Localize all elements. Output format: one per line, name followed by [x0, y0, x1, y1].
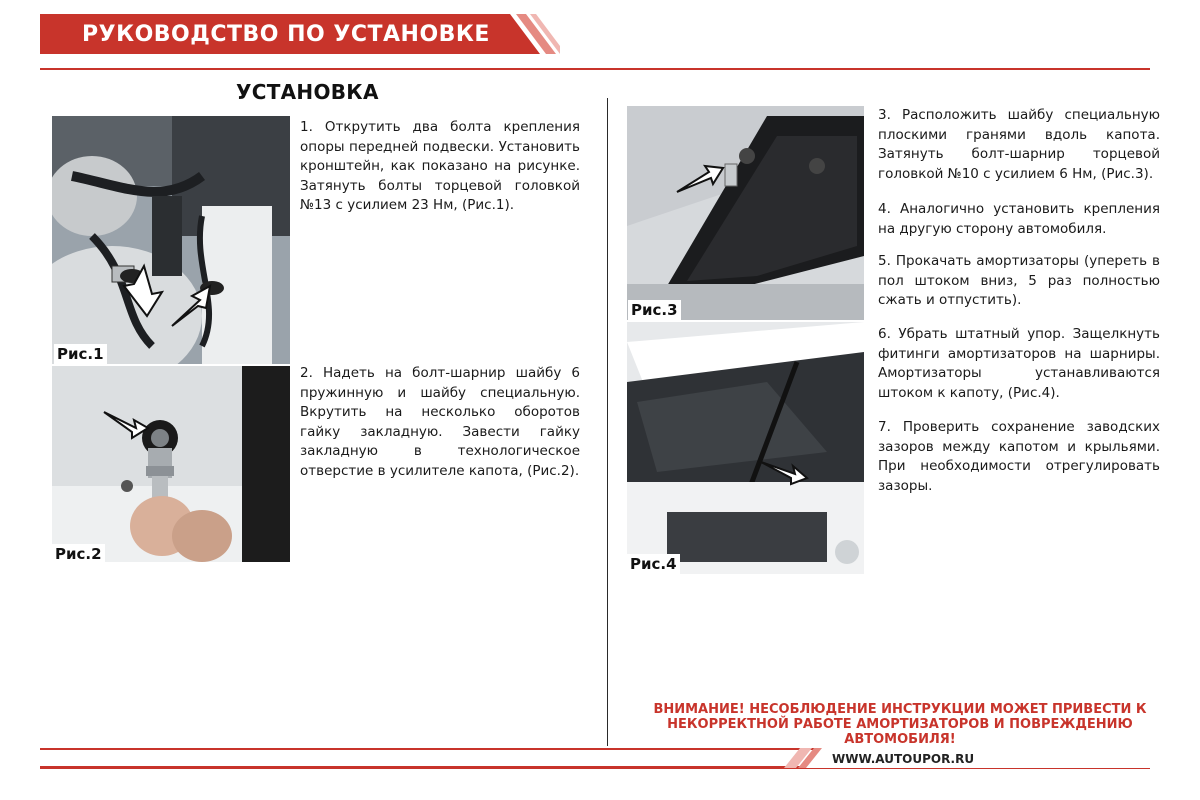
- warning-notice: [630, 702, 1170, 747]
- step-3-text: 3. Расположить шайбу специальную плоскими гранями вдоль капота. Затянуть болт-шарнир торцевой головкой №10 с усилием 6 Нм, (Рис.3).: [878, 107, 1160, 182]
- photo-fig4: [627, 322, 864, 574]
- column-divider: [607, 98, 608, 746]
- step-7-text: 7. Проверить сохранение заводских зазоров между капотом и крыльями. При необходимости отрегулировать зазоры.: [878, 419, 1160, 494]
- section-title: УСТАНОВКА: [236, 80, 379, 104]
- footer-website[interactable]: WWW.AUTOUPOR.RU: [832, 752, 975, 766]
- page-header-title: РУКОВОДСТВО ПО УСТАНОВКЕ: [82, 22, 490, 47]
- photo-fig2: [52, 366, 290, 562]
- step-6-text: 6. Убрать штатный упор. Защелкнуть фитинги амортизаторов на шарниры. Амортизаторы устанавливаются штоком к капоту, (Рис.4).: [878, 326, 1160, 401]
- step-1-text: 1. Открутить два болта крепления опоры передней подвески. Установить кронштейн, как показано на рисунке. Затянуть болты торцевой головкой №13 с усилием 23 Нм, (Рис.1).: [300, 119, 580, 213]
- warning-line-3: АВТОМОБИЛЯ!: [844, 732, 956, 747]
- step-5-text: 5. Прокачать амортизаторы (упереть в пол штоком вниз, 5 раз полностью сжать и отпустить).: [878, 253, 1160, 308]
- header-rule: [40, 68, 1150, 70]
- fig3-label: Рис.3: [628, 300, 681, 320]
- fig1-label: Рис.1: [54, 344, 107, 364]
- fig4-label: Рис.4: [627, 554, 680, 574]
- warning-line-2: НЕКОРРЕКТНОЙ РАБОТЕ АМОРТИЗАТОРОВ И ПОВРЕЖДЕНИЮ: [667, 717, 1133, 732]
- step-2-text: 2. Надеть на болт-шарнир шайбу 6 пружинную и шайбу специальную. Вкрутить на несколько оборотов гайку закладную. Завести гайку закладную в технологическое отверстие в усилителе капота, (Рис.2).: [300, 365, 580, 479]
- step-4-text: 4. Аналогично установить крепления на другую сторону автомобиля.: [878, 201, 1160, 237]
- photo-fig1: [52, 116, 290, 364]
- fig2-label: Рис.2: [52, 544, 105, 564]
- warning-line-1: ВНИМАНИЕ! НЕСОБЛЮДЕНИЕ ИНСТРУКЦИИ МОЖЕТ ПРИВЕСТИ К: [653, 702, 1147, 717]
- photo-fig3: [627, 106, 864, 320]
